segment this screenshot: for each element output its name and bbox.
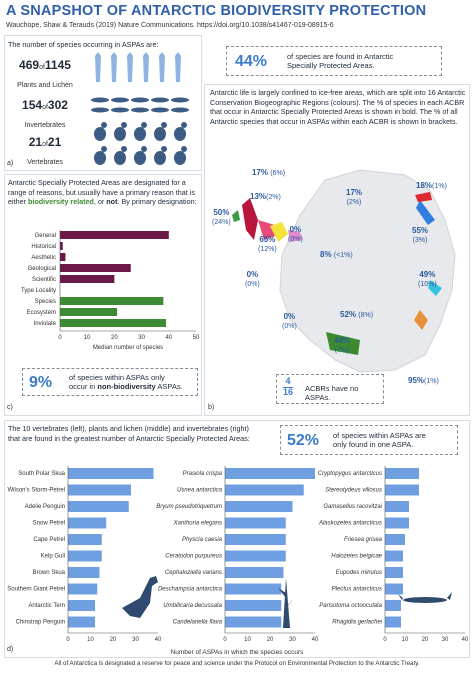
species-bar — [68, 600, 95, 611]
species-label: Physcia caesia — [181, 537, 222, 543]
region-pct-13: 52% (8%) — [340, 310, 374, 319]
callout-44 — [226, 46, 442, 76]
species-bar — [385, 468, 419, 479]
species-label: Parisotoma octooculata — [319, 603, 382, 609]
species-label: Gamasellus racovitzai — [323, 504, 382, 510]
species-label: Xanthoria elegans — [173, 520, 222, 527]
species-bar — [385, 584, 403, 595]
category-label: Inviolate — [33, 321, 56, 327]
species-label: South Polar Skua — [18, 471, 65, 477]
top-species-chart — [0, 458, 474, 658]
callout-52-num: 52% — [287, 432, 320, 449]
region-pct-6: 0% (0%) — [288, 225, 303, 243]
species-label: Rhagidia gerlachei — [332, 619, 382, 626]
bird-icon — [122, 576, 158, 618]
species-bar — [68, 584, 97, 595]
callout-44-num: 44% — [235, 53, 268, 70]
species-label: Usnea antarctica — [176, 487, 222, 494]
panel-a-heading: The number of species occurring in ASPAs are: — [8, 40, 159, 49]
tick-label: 30 — [138, 335, 145, 341]
species-bar — [68, 485, 131, 496]
bird-icons — [94, 122, 187, 165]
category-label: Ecosystem — [26, 310, 56, 316]
callout-52 — [280, 425, 458, 455]
species-bar — [68, 617, 95, 628]
species-bar — [385, 485, 419, 496]
species-bar — [225, 485, 304, 496]
region-pct-1: 17% (6%) — [252, 168, 286, 177]
species-bar — [225, 501, 293, 512]
species-bar — [68, 567, 100, 578]
species-bar — [225, 617, 281, 628]
region-pct-10: 0% (0%) — [245, 270, 260, 288]
category-label: General — [34, 233, 56, 239]
callout-52-text: of species within ASPAs are only found in one ASPA. — [333, 431, 426, 450]
tick-label: 40 — [311, 637, 319, 643]
bar — [60, 264, 131, 272]
species-label: Cryptopygus antarcticus — [317, 471, 382, 477]
tick-label: 20 — [421, 637, 429, 643]
citation: Wauchope, Shaw & Terauds (2019) Nature Communications. https://doi.org/10.1038/s41467-019-08915-6 — [6, 22, 334, 29]
species-bar — [68, 501, 129, 512]
species-label: Antarctic Tern — [28, 603, 65, 609]
species-bar — [225, 584, 281, 595]
invertebrate-icons — [91, 98, 189, 113]
region-pct-12: 0% (0%) — [282, 312, 297, 330]
species-pictogram — [90, 52, 200, 170]
panel-a-label: a) — [7, 160, 14, 167]
species-label: Kelp Gull — [40, 553, 65, 560]
species-label: Prasiola crispa — [182, 471, 222, 477]
tick-label: 10 — [87, 637, 94, 643]
tick-label: 0 — [58, 335, 62, 341]
species-label: Cephaloziella varians — [164, 570, 222, 576]
green-region-west — [232, 210, 240, 222]
bar — [60, 308, 117, 316]
invertebrate-icon — [398, 592, 452, 603]
tick-label: 20 — [109, 637, 117, 643]
species-bar — [225, 567, 284, 578]
species-bar — [385, 534, 405, 545]
tick-label: 20 — [266, 637, 274, 643]
tick-label: 20 — [111, 335, 118, 341]
tick-label: 0 — [383, 637, 387, 643]
callout-9-text: of species within ASPAs only occur in non-biodiversity ASPAs. — [69, 373, 183, 392]
species-bar — [385, 518, 409, 529]
species-bar — [225, 468, 315, 479]
acbr-text: ACBRs have no ASPAs. — [305, 384, 359, 403]
panel-b-label: b) — [208, 404, 215, 411]
tick-label: 30 — [132, 637, 139, 643]
category-label: Geological — [27, 266, 56, 272]
species-label: Southern Giant Petrel — [7, 586, 65, 593]
region-pct-15: 95%(1%) — [408, 376, 439, 385]
region-pct-8: 8% (<1%) — [320, 250, 353, 259]
tick-label: 0 — [66, 637, 70, 643]
category-label: Historical — [31, 244, 56, 250]
panel-b-text: Antarctic life is largely confined to ice-free areas, which are split into 16 Antarctic Conservation Biogeographic Regions (colours). The % of species in each ACBR that occur in Antarctic Specially Protected Areas is shown in bold. The % of all Antarctic species that occur in ASPAs within each ACBR is shown in brackets. — [210, 88, 466, 126]
callout-9-num: 9% — [29, 374, 53, 391]
page-title: A SNAPSHOT OF ANTARCTIC BIODIVERSITY PROTECTION — [6, 3, 427, 19]
panel-d-text: The 10 vertebrates (left), plants and lichen (middle) and invertebrates (right) that are found in the greatest number of Antarctic Specially Protected Areas: — [8, 424, 250, 443]
species-bar — [68, 534, 102, 545]
species-bar — [225, 534, 286, 545]
bar — [60, 253, 65, 261]
region-pct-7: 65% (12%) — [258, 235, 277, 253]
species-label: Snow Petrel — [32, 520, 65, 527]
category-label: Species — [34, 299, 56, 305]
species-bar — [385, 551, 403, 562]
species-label: Chinstrap Penguin — [15, 619, 65, 626]
stat-vertebrates: 21of21 Vertebrates — [27, 135, 63, 166]
bar — [60, 319, 166, 327]
species-label: Umbilicaria decussata — [163, 603, 222, 609]
stat-plants: 469of1145 Plants and Lichen — [17, 58, 73, 89]
tick-label: 30 — [289, 637, 296, 643]
species-label: Brown Skua — [32, 570, 65, 576]
species-bar — [385, 501, 409, 512]
acbr-fraction: 4 16 — [283, 376, 294, 397]
plant-icons — [95, 52, 181, 82]
panel-c-text: Antarctic Specially Protected Areas are designated for a range of reasons, but usually have a primary reason that is either biodiversity related, or not. By primary designation: — [8, 178, 197, 206]
region-pct-2: 13%(2%) — [250, 192, 281, 201]
species-label: Cape Petrel — [33, 537, 65, 543]
bar — [60, 275, 114, 283]
tick-label: 40 — [165, 335, 173, 341]
species-bar — [385, 600, 401, 611]
species-label: Alaskozetes antarcticus — [318, 520, 382, 527]
species-label: Halozetes belgicae — [331, 553, 382, 560]
species-bar — [225, 518, 286, 529]
panel-d-label: d) — [7, 646, 14, 653]
tick-label: 30 — [441, 637, 449, 643]
callout-acbr — [276, 374, 384, 404]
x-axis-title: Number of ASPAs in which the species occurs — [170, 649, 304, 656]
category-label: Aesthetic — [31, 255, 56, 261]
tick-label: 0 — [223, 637, 227, 643]
species-bar — [385, 617, 401, 628]
species-bar — [68, 551, 102, 562]
species-label: Adelie Penguin — [24, 504, 65, 510]
region-pct-14: 44% (7%) — [334, 336, 351, 354]
region-pct-11: 49% (10%) — [418, 270, 437, 288]
species-bar — [225, 600, 281, 611]
callout-9 — [22, 368, 198, 396]
species-bar — [68, 468, 154, 479]
species-bar — [385, 567, 403, 578]
region-pct-3: 17% (2%) — [346, 188, 363, 206]
tick-label: 40 — [154, 637, 162, 643]
species-label: Deschampsia antarctica — [157, 586, 222, 593]
species-label: Candelariella flava — [172, 619, 222, 626]
footer-note: All of Antarctica is designated a reserve for peace and science under the Protocol on Environmental Protection to the Antarctic Treaty. — [54, 660, 420, 667]
species-label: Plectus antarcticus — [331, 586, 382, 593]
bar — [60, 231, 169, 239]
designation-chart — [6, 226, 202, 358]
species-bar — [225, 551, 286, 562]
species-label: Wilson's Storm-Petrel — [7, 487, 65, 494]
species-label: Ceratodon purpureus — [165, 553, 222, 560]
tick-label: 50 — [192, 335, 200, 341]
species-bar — [68, 518, 106, 529]
tick-label: 10 — [244, 637, 251, 643]
tick-label: 40 — [461, 637, 469, 643]
peninsula-region — [242, 198, 258, 240]
region-pct-9: 55% (3%) — [412, 226, 429, 244]
bar — [60, 297, 163, 305]
category-label: Scientific — [31, 277, 56, 283]
species-label: Stereotydeus villosus — [325, 487, 382, 494]
species-label: Bryum pseudotriquetrum — [156, 504, 222, 510]
bar — [60, 242, 63, 250]
panel-c-label: c) — [7, 404, 13, 411]
species-label: Eupodes minutus — [335, 570, 382, 576]
region-pct-4: 18%(1%) — [416, 181, 447, 190]
category-label: Type Locality — [20, 288, 56, 294]
stat-invertebrates: 154of302 Invertebrates — [22, 98, 68, 129]
callout-44-text: of species are found in Antarctic Specially Protected Areas. — [287, 52, 394, 71]
tick-label: 10 — [83, 335, 91, 341]
species-label: Friesea grisea — [343, 537, 382, 543]
x-axis-title: Median number of species — [92, 345, 164, 351]
tick-label: 10 — [401, 637, 409, 643]
region-pct-5: 50% (24%) — [212, 208, 231, 226]
